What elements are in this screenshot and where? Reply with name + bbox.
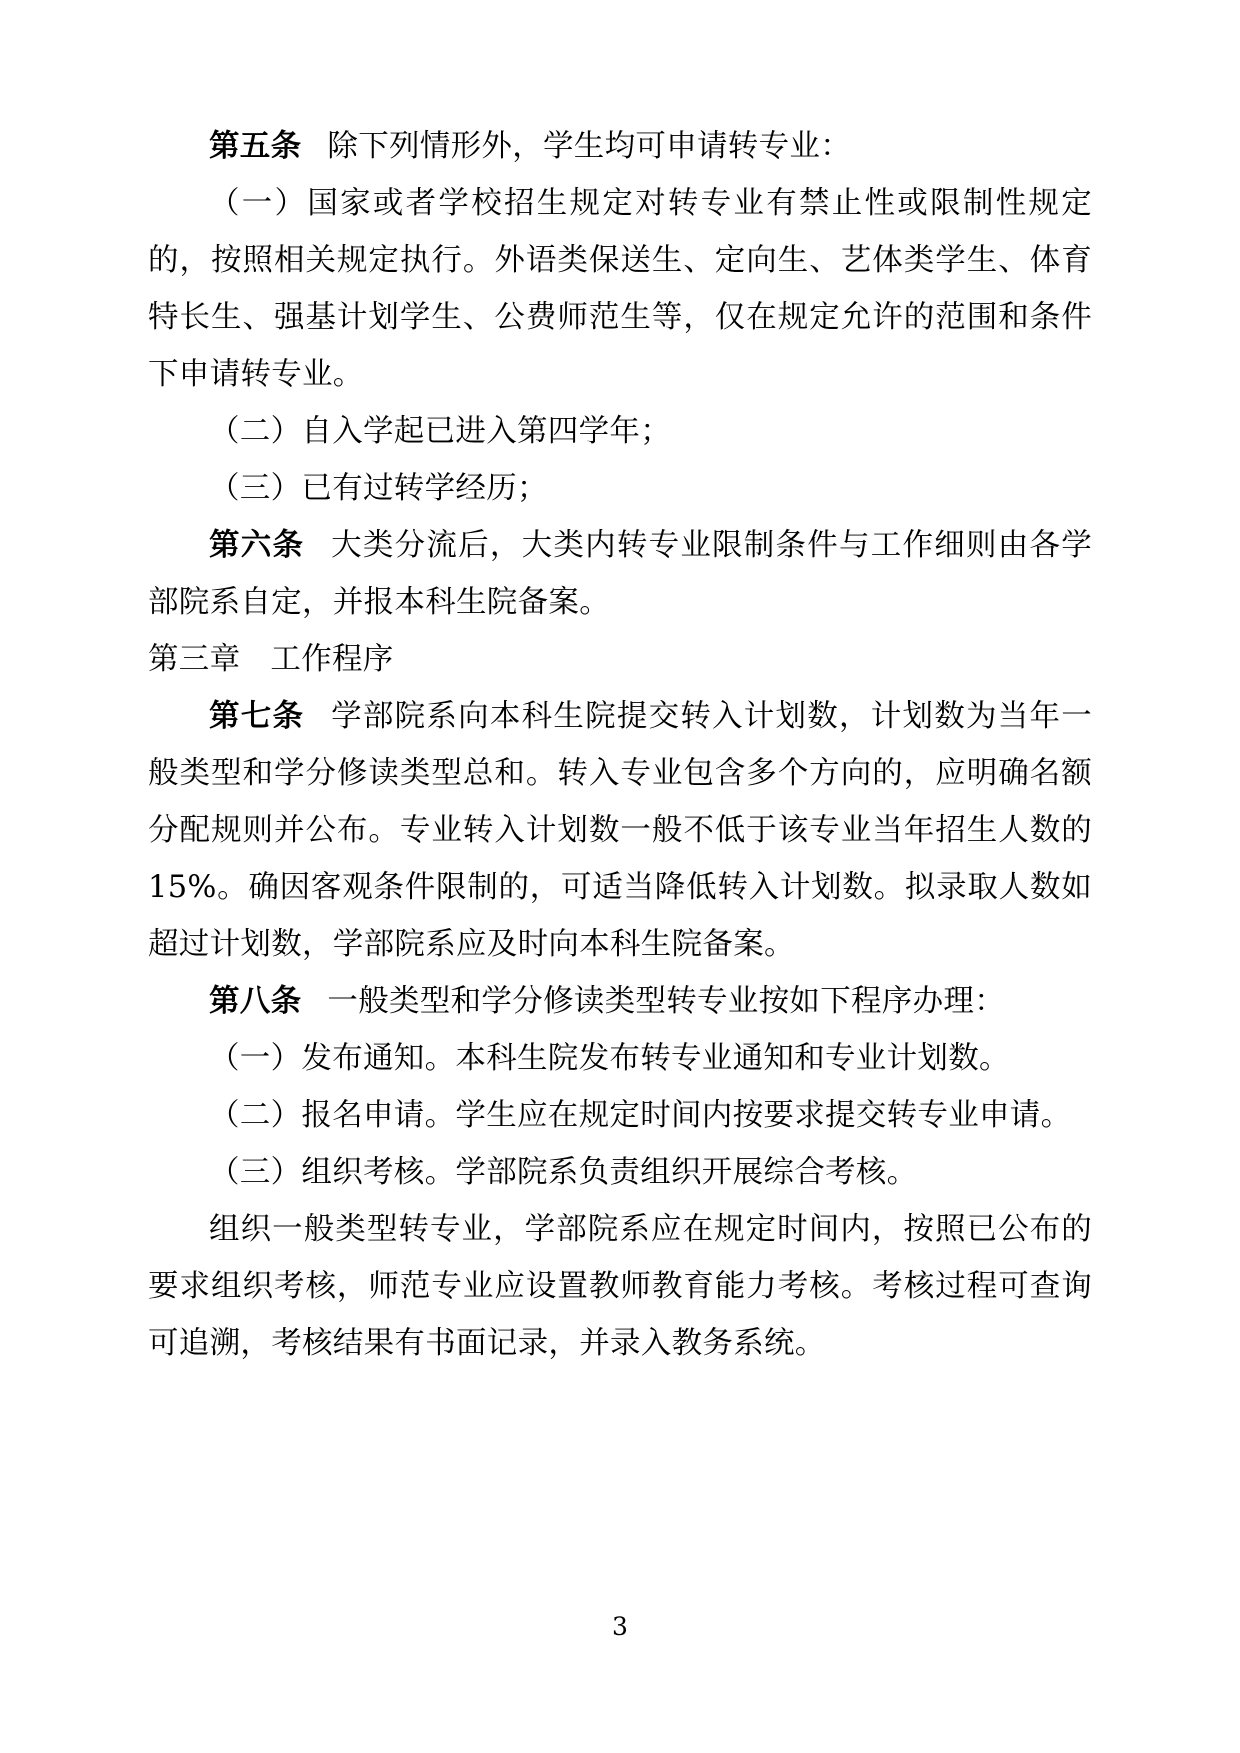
item-paragraph-7: 组织一般类型转专业，学部院系应在规定时间内，按照已公布的要求组织考核，师范专业应设置教师教育能力考核。考核过程可查询可追溯，考核结果有书面记录，并录入教务系统。 (148, 1212, 1092, 1361)
clause-text-8: 一般类型和学分修读类型转专业按如下程序办理： (327, 984, 1006, 1019)
clause-paragraph-7 (148, 688, 1092, 973)
clause-paragraph-6 (148, 517, 1092, 631)
clause-number-7: 第七条 (209, 698, 305, 734)
clause-text-6: 大类分流后，大类内转专业限制条件与工作细则由各学部院系自定，并报本科生院备案。 (148, 528, 1093, 620)
chapter-label: 第三章 (148, 642, 241, 677)
item-paragraph-6: （三）组织考核。学部院系负责组织开展综合考核。 (209, 1155, 918, 1190)
clause-number-8: 第八条 (209, 983, 302, 1019)
item-paragraph-2: （二）自入学起已进入第四学年； (209, 414, 671, 449)
page-number: 3 (612, 1612, 628, 1641)
chapter-heading-3 (148, 631, 1092, 688)
item-paragraph-1: （一）国家或者学校招生规定对转专业有禁止性或限制性规定的，按照相关规定执行。外语类保送生、定向生、艺体类学生、体育特长生、强基计划学生、公费师范生等，仅在规定允许的范围和条件下申请转专业。 (148, 186, 1092, 392)
chapter-title: 工作程序 (270, 642, 394, 677)
clause-number-6: 第六条 (209, 527, 305, 563)
clause-text-7: 学部院系向本科生院提交转入计划数，计划数为当年一般类型和学分修读类型总和。转入专业包含多个方向的，应明确名额分配规则并公布。专业转入计划数一般不低于该专业当年招生人数的 15%。确因客观条件限制的，可适当降低转入计划数。拟录取人数如超过计划数，学部院系应及时向本科生院备案。 (148, 699, 1093, 962)
clause-number-5: 第五条 (209, 128, 302, 164)
item-paragraph-3: （三）已有过转学经历； (209, 471, 548, 506)
item-paragraph-4: （一）发布通知。本科生院发布转专业通知和专业计划数。 (209, 1041, 1010, 1076)
clause-text-5: 除下列情形外，学生均可申请转专业： (327, 129, 852, 164)
clause-paragraph-5 (148, 118, 1092, 175)
clause-paragraph-8 (148, 973, 1092, 1030)
item-paragraph-5: （二）报名申请。学生应在规定时间内按要求提交转专业申请。 (209, 1098, 1072, 1133)
page-content (148, 118, 1092, 1372)
document-body (148, 118, 1092, 1372)
